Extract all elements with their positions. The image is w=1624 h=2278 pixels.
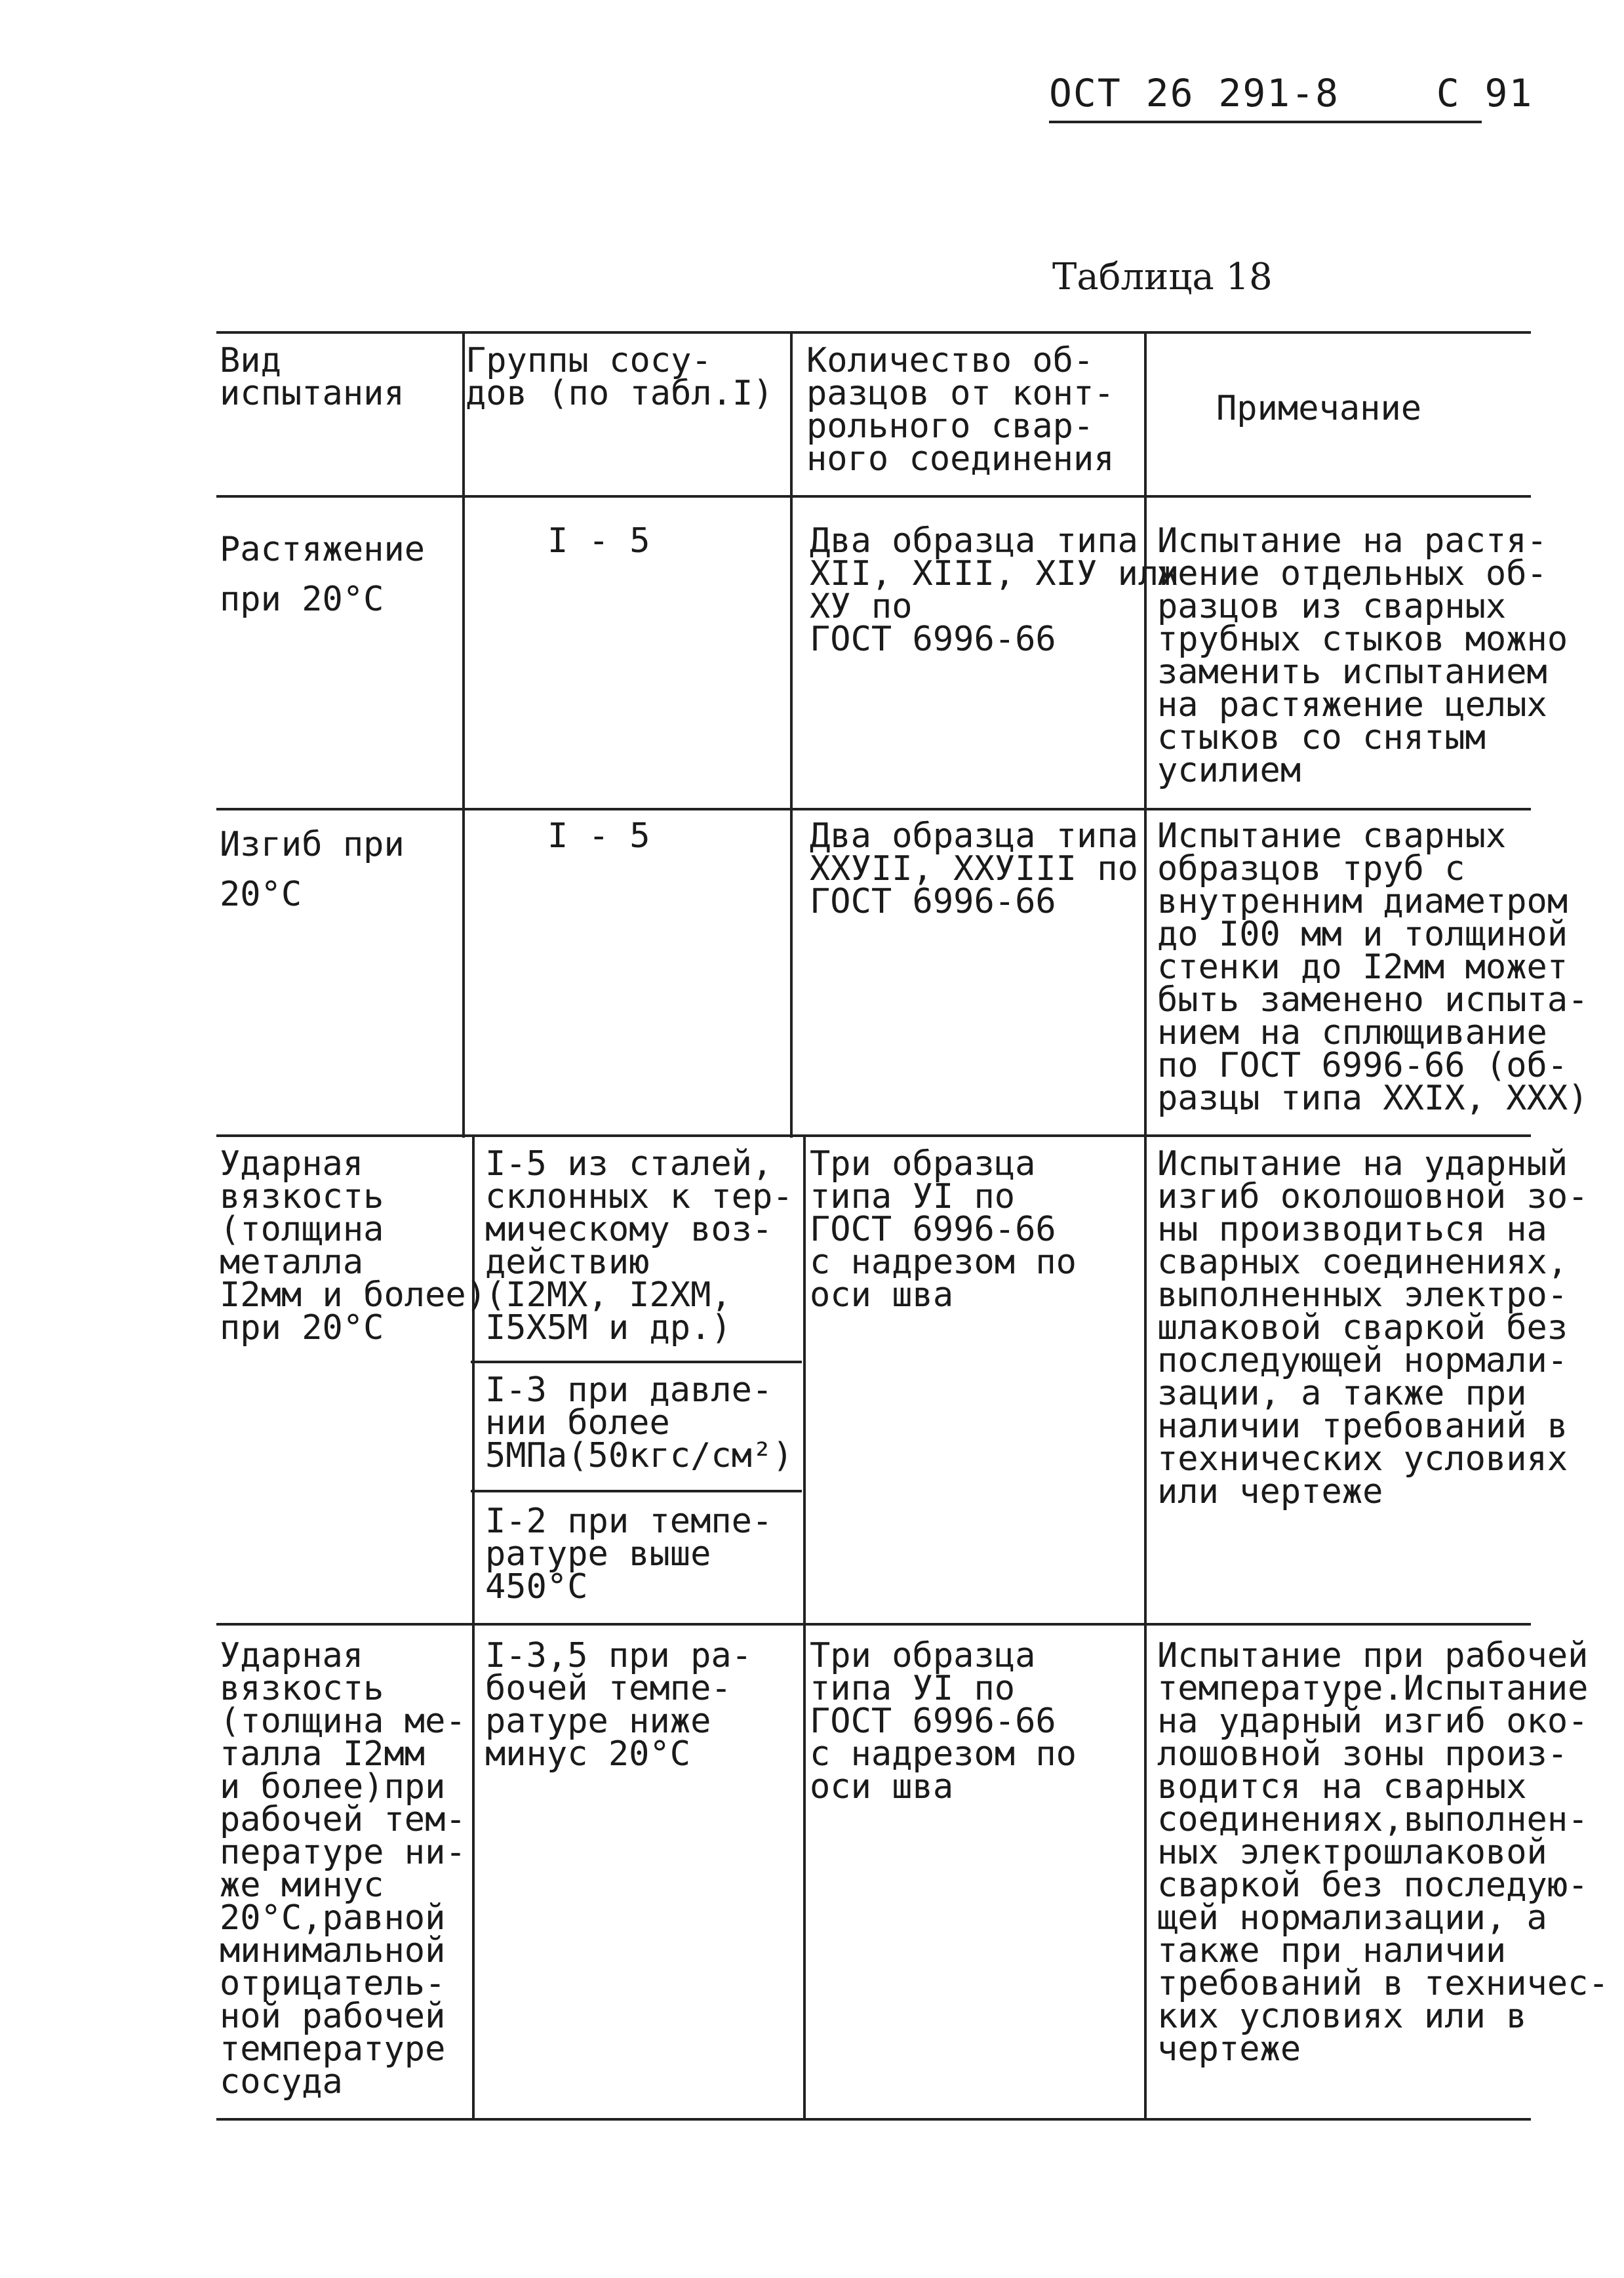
row2-test: Изгиб при 20°C	[220, 825, 405, 914]
rule-bottom	[216, 2118, 1531, 2121]
col-header-groups: Группы сосу- дов (по табл.I)	[465, 341, 774, 413]
rule-row3-bottom	[216, 1623, 1531, 1626]
rule-col2	[790, 331, 793, 1138]
row2-groups: I - 5	[547, 816, 650, 856]
row4-groups: I-3,5 при ра- бочей темпе- ратуре ниже минус 20°C	[485, 1636, 752, 1774]
row2-count: Два образца типа XXУII, XXУIII по ГОСТ 6996-66	[810, 816, 1138, 921]
rule-group-b-bottom	[471, 1490, 802, 1492]
rule-col2-lower	[803, 1134, 806, 2118]
col-header-note: Примечание	[1216, 389, 1422, 428]
rule-header-bottom	[216, 495, 1531, 498]
row2-note: Испытание сварных образцов труб с внутренним диаметром до I00 мм и толщиной стенки до I2мм может быть заменено испыта- нием на сплющивание по ГОСТ 6996-66 (об- разцы типа XXIX, XXX)	[1157, 816, 1589, 1118]
row3-count: Три образца типа УI по ГОСТ 6996-66 с надрезом по оси шва	[810, 1144, 1077, 1315]
row1-test: Растяжение при 20°C	[220, 530, 426, 619]
rule-col1	[462, 331, 465, 1138]
table-caption: Таблица 18	[1052, 256, 1273, 298]
row4-note: Испытание при рабочей температуре.Испытание на ударный изгиб око- лошовной зоны произ- водится на сварных соединениях,выполнен- ных электрошлаковой сваркой без последую- щей нормализации, а также при наличии требований в техничес- ких условиях или в чертеже	[1157, 1636, 1609, 2069]
rule-group-a-bottom	[471, 1361, 802, 1363]
page-header	[1049, 71, 1533, 115]
rule-top	[216, 331, 1531, 334]
col-header-count: Количество об- разцов от конт- рольного свар- ного соединения	[806, 341, 1115, 479]
rule-row1-bottom	[216, 808, 1531, 810]
row3-group-c: I-2 при темпе- ратуре выше 450°C	[485, 1502, 773, 1607]
header-underline	[1049, 121, 1482, 123]
page-number: С 91	[1436, 71, 1534, 115]
row1-groups: I - 5	[547, 521, 650, 561]
row3-note: Испытание на ударный изгиб околошовной зо- ны производиться на сварных соединениях, выполненных электро- шлаковой сваркой без последующей нормали- зации, а также при наличии требований в технических условиях или чертеже	[1157, 1144, 1589, 1511]
row4-count: Три образца типа УI по ГОСТ 6996-66 с надрезом по оси шва	[810, 1636, 1077, 1807]
row3-group-a: I-5 из сталей, склонных к тер- мическому воз- действию (I2МХ, I2ХМ, I5Х5М и др.)	[485, 1144, 793, 1348]
row4-test: Ударная вязкость (толщина ме- талла I2мм и более)при рабочей тем- пературе ни- же минус 20°C,равной минимальной отрицатель- ной рабочей температуре сосуда	[220, 1636, 466, 2102]
row3-test: Ударная вязкость (толщина металла I2мм и более) при 20°C	[220, 1144, 486, 1348]
row1-count: Два образца типа XII, XIII, XIУ или ХУ по ГОСТ 6996-66	[810, 521, 1179, 659]
row3-group-b: I-3 при давле- нии более 5МПа(50кгс/см²)	[485, 1370, 793, 1475]
document-code: ОСТ 26 291-8	[1049, 71, 1340, 115]
col-header-test: Вид испытания	[220, 341, 405, 413]
row1-note: Испытание на растя- жение отдельных об- разцов из сварных трубных стыков можно заменить испытанием на растяжение целых стыков со снятым усилием	[1157, 521, 1568, 790]
rule-row2-bottom	[216, 1134, 1531, 1137]
